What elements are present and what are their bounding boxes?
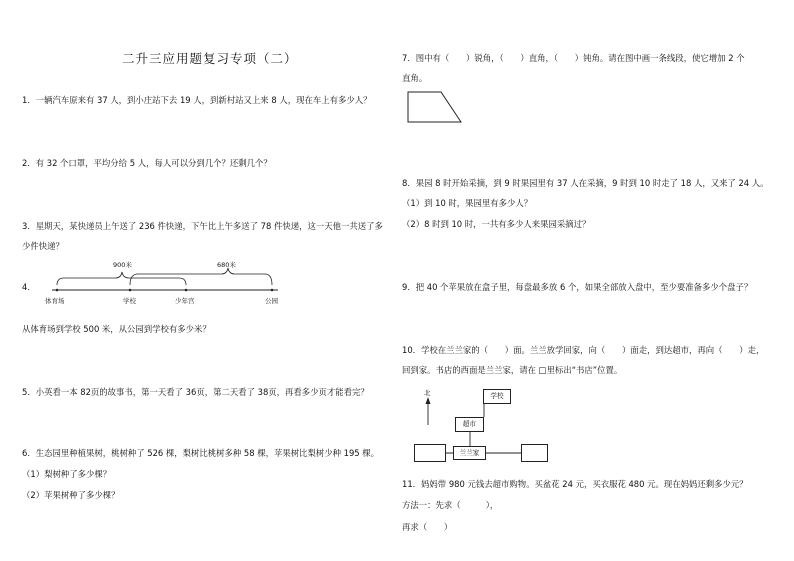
question-4-text: 从体育场到学校 500 米，从公园到学校有多少米？ [22, 324, 211, 334]
place-youth-palace: 少年宫 [175, 297, 195, 305]
question-8-sub1: （1）到 10 时，果园里有多少人？ [402, 198, 533, 208]
home-label: 兰兰家 [459, 449, 480, 457]
question-10-line2: 回到家。书店的西面是兰兰家，请在 □里标出“书店”位置。 [402, 365, 623, 375]
question-4-number: 4． [22, 282, 36, 292]
distance-label-900: 900米 [113, 261, 132, 269]
question-11-stem: 11．妈妈带 980 元钱去超市购物。买盆花 24 元，买衣服花 480 元。现在妈妈还剩多少元？ [402, 479, 748, 489]
north-arrow-head [426, 397, 431, 404]
question-11-then: 再求（ ） [402, 522, 453, 532]
market-label: 超市 [462, 420, 477, 428]
question-8-sub2: （2）8 时到 10 时，一共有多少人来果园采摘过？ [402, 219, 591, 229]
question-8-stem: 8．果园 8 时开始采摘，到 9 时果园里有 37 人在采摘，9 时到 10 时走了 18 人，又来了 24 人。 [402, 178, 769, 188]
question-6-stem: 6．生态园里种植果树，桃树种了 526 棵，梨树比桃树多种 58 棵，苹果树比梨树少种 195 棵。 [22, 448, 380, 458]
question-10-line1: 10．学校在兰兰家的（ ）面。兰兰放学回家，向（ ）面走，到达超市，再向（ ）走， [402, 345, 765, 355]
distance-label-680: 680米 [217, 261, 236, 269]
home-box [453, 446, 486, 460]
empty-box-west [414, 444, 446, 462]
market-box [455, 417, 484, 432]
question-6-sub2: （2）苹果树种了多少棵？ [22, 490, 120, 500]
place-school: 学校 [123, 297, 136, 305]
question-7-line2: 直角。 [402, 73, 428, 83]
question-3-line1: 3．星期天，某快递员上午送了 236 件快递，下午比上午多送了 78 件快递，这一天他一共送了多 [22, 221, 383, 231]
question-9: 9．把 40 个苹果放在盒子里，每盘最多放 6 个，如果全部放入盘中，至少要准备多少个盘子？ [402, 282, 753, 292]
place-stadium: 体育场 [45, 297, 65, 305]
school-label: 学校 [490, 392, 504, 400]
question-6-sub1: （1）梨树种了多少棵？ [22, 469, 112, 479]
question-5: 5．小英看一本 82页的故事书，第一天看了 36页，第二天看了 38页，再看多少页才能看完？ [22, 387, 369, 397]
question-7-line1: 7．图中有（ ）锐角，（ ）直角，（ ）钝角。请在图中画一条线段，使它增加 2 个 [402, 53, 745, 63]
page-title: 二升三应用题复习专项（二） [122, 51, 298, 66]
question-11-method: 方法一：先求（ ）， [402, 500, 499, 510]
question-1: 1．一辆汽车原来有 37 人，到小庄站下去 19 人，到新村站又上来 8 人，现在车上有多少人？ [22, 95, 372, 105]
north-label: 北 [424, 389, 431, 397]
school-box [483, 389, 511, 404]
place-park: 公园 [265, 297, 278, 305]
question-3-line2: 少件快递？ [22, 241, 64, 251]
empty-box-east [521, 444, 548, 462]
question-2: 2．有 32 个口罩，平均分给 5 人，每人可以分到几个？还剩几个？ [22, 158, 272, 168]
